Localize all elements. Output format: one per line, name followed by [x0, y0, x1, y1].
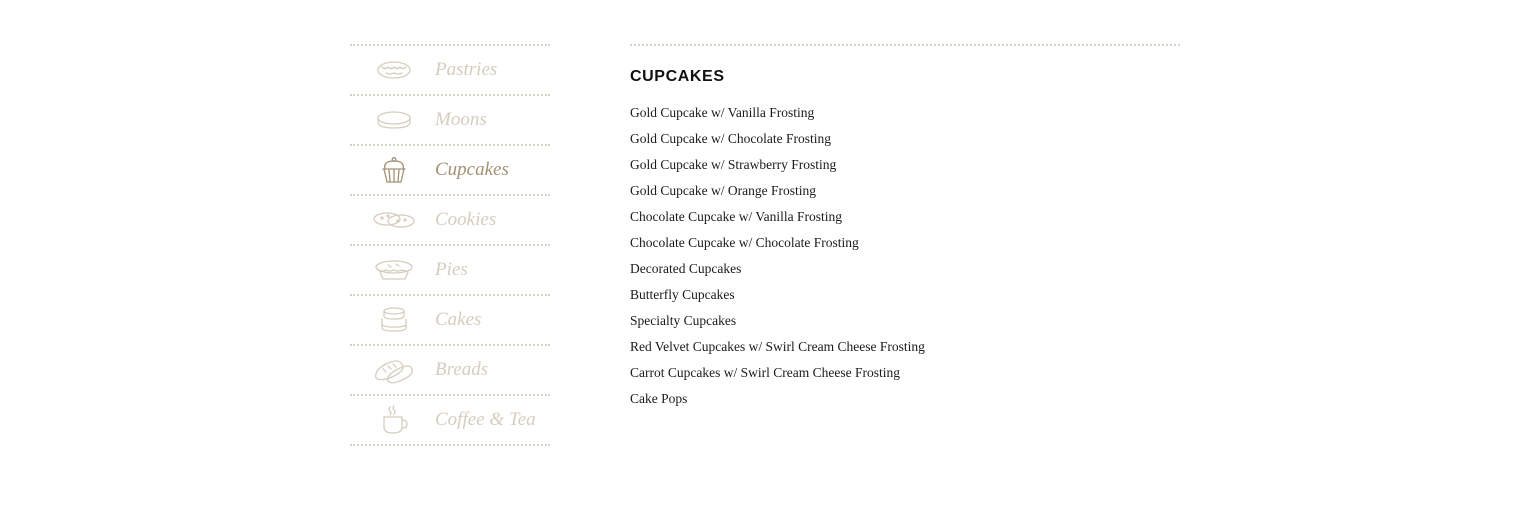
list-item: Cake Pops: [630, 391, 688, 407]
sidebar-item-label: Coffee & Tea: [435, 409, 536, 430]
pie-icon: [372, 254, 416, 286]
sidebar-item-moons[interactable]: [350, 96, 550, 146]
list-item: Gold Cupcake w/ Orange Frosting: [630, 183, 816, 199]
sidebar-item-label: Cakes: [435, 309, 482, 330]
sidebar-item-label: Cookies: [435, 209, 497, 230]
menu-content: [630, 44, 1180, 412]
coffee-cup-icon: [372, 404, 416, 436]
sidebar-item-label: Pies: [435, 259, 468, 280]
sidebar-item-label: Cupcakes: [435, 159, 509, 180]
sidebar-item-cookies[interactable]: [350, 196, 550, 246]
sidebar-item-cakes[interactable]: [350, 296, 550, 346]
list-item: Carrot Cupcakes w/ Swirl Cream Cheese Frosting: [630, 365, 900, 381]
list-item: Gold Cupcake w/ Chocolate Frosting: [630, 131, 831, 147]
sidebar-item-label: Pastries: [435, 59, 498, 80]
list-item: Gold Cupcake w/ Strawberry Frosting: [630, 157, 837, 173]
list-item: Chocolate Cupcake w/ Vanilla Frosting: [630, 209, 842, 225]
list-item: Butterfly Cupcakes: [630, 287, 735, 303]
pastry-icon: [372, 54, 416, 86]
section-title: CUPCAKES: [630, 68, 725, 85]
list-item: Gold Cupcake w/ Vanilla Frosting: [630, 105, 815, 121]
sidebar-item-pastries[interactable]: [350, 46, 550, 96]
sidebar-item-pies[interactable]: [350, 246, 550, 296]
menu-item-list: [630, 100, 1180, 412]
sidebar-item-cupcakes[interactable]: [350, 146, 550, 196]
bread-icon: [372, 354, 416, 386]
list-item: Red Velvet Cupcakes w/ Swirl Cream Cheese Frosting: [630, 339, 925, 355]
sidebar-item-label: Moons: [435, 109, 487, 130]
moon-cookie-icon: [372, 104, 416, 136]
cake-icon: [372, 304, 416, 336]
cupcake-icon: [372, 154, 416, 186]
list-item: Specialty Cupcakes: [630, 313, 737, 329]
list-item: Chocolate Cupcake w/ Chocolate Frosting: [630, 235, 859, 251]
cookies-icon: [372, 204, 416, 236]
category-sidebar: [350, 44, 550, 446]
sidebar-item-coffee-tea[interactable]: [350, 396, 550, 446]
list-item: Decorated Cupcakes: [630, 261, 742, 277]
sidebar-item-label: Breads: [435, 359, 489, 380]
sidebar-item-breads[interactable]: [350, 346, 550, 396]
